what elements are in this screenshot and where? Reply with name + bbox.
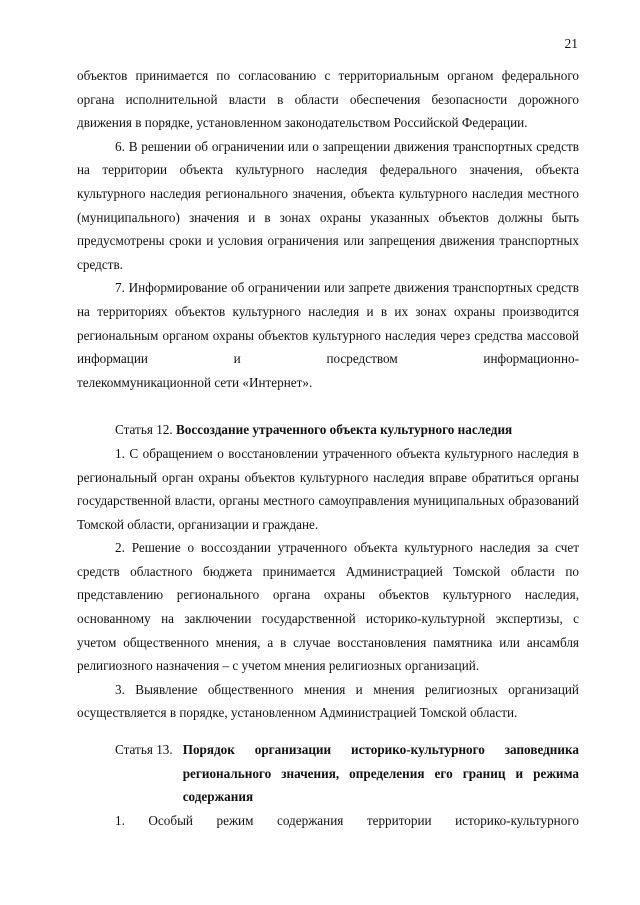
article-13-heading <box>77 738 579 809</box>
paragraph-continuation: объектов принимается по согласованию с территориальным органом федерального органа исполнительной власти в области обеспечения безопасности дорожного движения в порядке, установленном законодательством Российской Федерации. <box>77 68 579 131</box>
spacer <box>77 725 579 738</box>
article-13-paragraph-1: 1. Особый режим содержания территории историко-культурного <box>115 812 579 828</box>
spacer <box>77 394 579 418</box>
article-12-paragraph-1: 1. С обращением о восстановлении утраченного объекта культурного наследия в региональный орган охраны объектов культурного наследия вправе обратиться органы государственной власти, органы местного самоуправления муниципальных образований Томской области, организации и граждане. <box>77 445 579 532</box>
article-13-title: Порядок организации историко-культурного заповедника регионального значения, определения его границ и режима содержания <box>182 742 579 805</box>
article-12-paragraph-3: 3. Выявление общественного мнения и мнения религиозных организаций осуществляется в порядке, установленном Администрацией Томской области. <box>77 681 579 721</box>
document-body <box>77 64 579 832</box>
article-13-label: Статья 13. <box>115 742 173 758</box>
article-12-title: Воссоздание утраченного объекта культурного наследия <box>175 422 513 438</box>
paragraph-item-7: 7. Информирование об ограничении или запрете движения транспортных средств на территориях объектов культурного наследия и в их зонах охраны производится региональным органом охраны объектов культурного наследия через средства массовой информации и посредством информационно- <box>77 280 579 367</box>
article-12-label: Статья 12. <box>115 422 176 438</box>
paragraph-item-6: 6. В решении об ограничении или о запрещении движения транспортных средств на территории объекта культурного наследия федерального значения, объекта культурного наследия регионального значения, объекта культурного наследия местного (муниципального) значения и в зонах охраны указанных объектов должны быть предусмотрены сроки и условия ограничения или запрещения движения транспортных средств. <box>77 138 579 272</box>
article-12-paragraph-2: 2. Решение о воссоздании утраченного объекта культурного наследия за счет средств областного бюджета принимается Администрацией Томской области по представлению регионального органа охраны объектов культурного наследия, основанному на заключении государственной историко-культурной экспертизы, с учетом общественного мнения, а в случае восстановления памятника или ансамбля религиозного назначения – с учетом мнения религиозных организаций. <box>77 540 579 674</box>
paragraph-item-7-end: телекоммуникационной сети «Интернет». <box>77 374 313 390</box>
page-number: 21 <box>564 36 578 51</box>
article-12-heading <box>77 418 579 442</box>
